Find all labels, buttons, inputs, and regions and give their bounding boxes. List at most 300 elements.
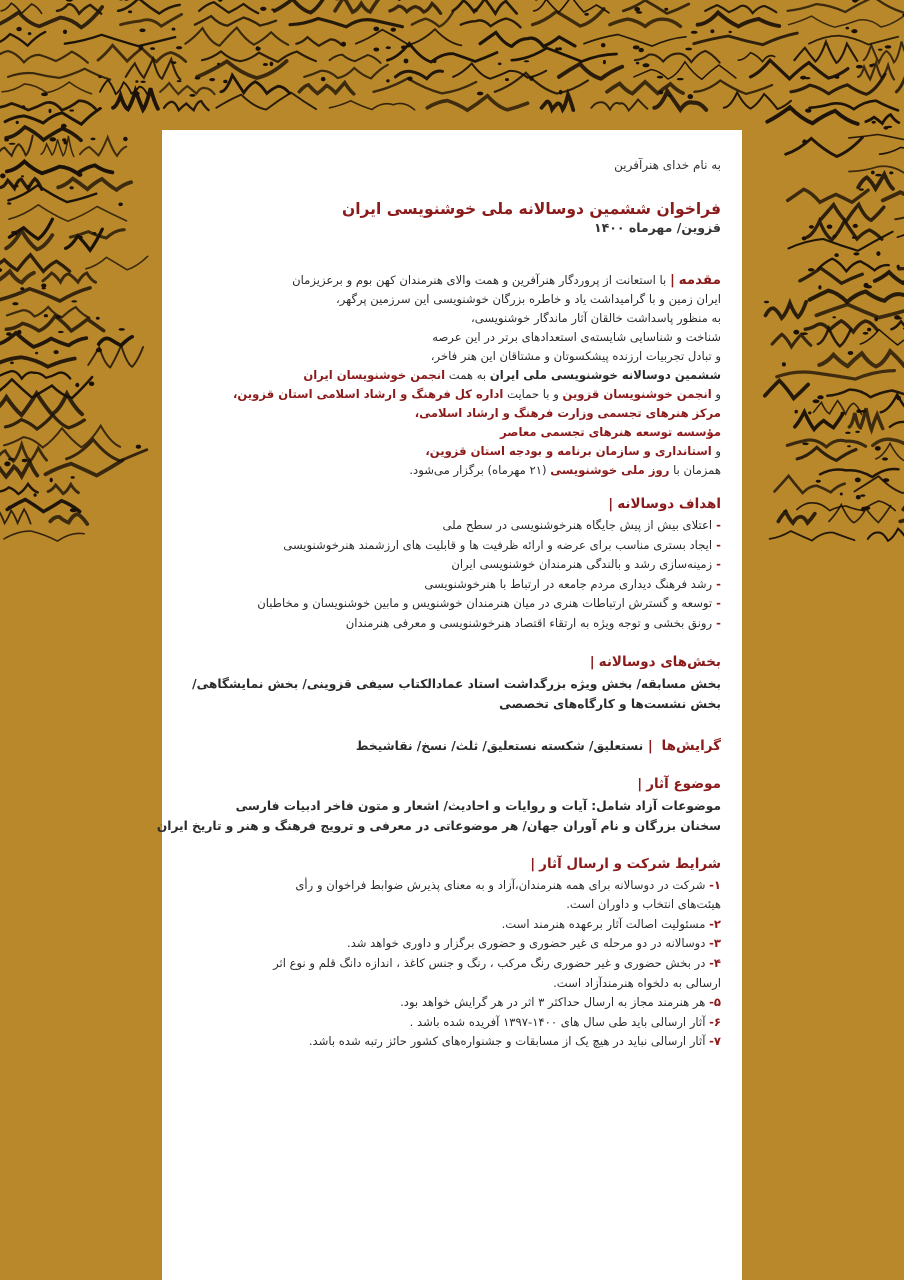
intro-highlight: روز ملی خوشنویسی (550, 463, 670, 477)
goal-item (186, 536, 721, 556)
calligraphy-dot (883, 478, 890, 482)
calligraphy-dot (373, 48, 379, 52)
calligraphy-dot (534, 0, 538, 1)
calligraphy-stroke (777, 371, 895, 380)
styles-row (186, 738, 721, 754)
calligraphy-stroke (202, 51, 316, 62)
condition-item (186, 1032, 721, 1052)
calligraphy-dot (816, 480, 821, 483)
calligraphy-dot (601, 43, 606, 47)
intro-highlight: انجمن خوشنویسان قزوین (562, 387, 712, 401)
calligraphy-stroke (767, 107, 857, 124)
condition-number: ۲- (709, 916, 721, 931)
intro-text: همزمان با (669, 463, 721, 477)
subject-line: سخنان بزرگان و نام آوران جهان/ هر موضوعاتی در معرفی و ترویج فرهنگ و هنر و تاریخ ایران (156, 818, 721, 833)
calligraphy-stroke (765, 381, 808, 399)
calligraphy-dot (872, 121, 876, 124)
intro-highlight: مؤسسه توسعه هنرهای تجسمی معاصر (500, 425, 721, 439)
calligraphy-stroke (591, 100, 647, 111)
calligraphy-dot (195, 77, 201, 80)
calligraphy-stroke (635, 51, 720, 63)
calligraphy-stroke (2, 82, 91, 94)
calligraphy-dot (177, 80, 182, 82)
calligraphy-dot (63, 30, 67, 34)
calligraphy-stroke (542, 94, 574, 110)
calligraphy-stroke (86, 256, 148, 270)
conditions-list (186, 876, 721, 1052)
calligraphy-dot (13, 185, 19, 188)
calligraphy-stroke (895, 213, 904, 222)
calligraphy-stroke (807, 221, 882, 240)
calligraphy-stroke (854, 475, 904, 494)
calligraphy-stroke (5, 415, 84, 429)
calligraphy-dot (41, 93, 48, 97)
intro-highlight: انجمن خوشنویسان ایران (303, 368, 446, 382)
calligraphy-dot (885, 45, 892, 48)
goal-item (186, 516, 721, 536)
calligraphy-dot (98, 76, 102, 79)
calligraphy-dot (92, 232, 96, 235)
calligraphy-dot (558, 47, 562, 50)
calligraphy-dot (217, 63, 220, 66)
calligraphy-dot (840, 493, 843, 496)
calligraphy-stroke (80, 137, 126, 156)
calligraphy-dot (136, 445, 141, 449)
calligraphy-stroke (304, 65, 388, 79)
calligraphy-dot (56, 315, 62, 318)
calligraphy-stroke (427, 96, 527, 110)
calligraphy-dot (391, 28, 396, 32)
calligraphy-dot (373, 27, 379, 32)
goal-item (186, 594, 721, 614)
calligraphy-dot (856, 65, 863, 69)
calligraphy-stroke (816, 304, 904, 317)
condition-item-continued: هیئت‌های انتخاب و داوران است. (566, 897, 721, 912)
calligraphy-dot (897, 317, 902, 319)
calligraphy-stroke (9, 205, 127, 221)
heading-bar: | (530, 855, 536, 872)
calligraphy-stroke (858, 174, 893, 189)
calligraphy-dot (833, 235, 837, 238)
intro-text: و (711, 444, 721, 458)
calligraphy-dot (710, 29, 714, 33)
calligraphy-stroke (866, 115, 899, 124)
calligraphy-dot (58, 331, 64, 333)
calligraphy-stroke (330, 101, 415, 110)
calligraphy-dot (869, 64, 873, 67)
calligraphy-dot (10, 362, 14, 365)
condition-number: ۳- (709, 936, 721, 951)
dash-marker: - (712, 537, 721, 552)
calligraphy-stroke (724, 92, 791, 109)
calligraphy-dot (16, 121, 19, 124)
calligraphy-dot (0, 268, 2, 272)
calligraphy-dot (855, 431, 860, 433)
calligraphy-stroke (797, 501, 895, 511)
calligraphy-dot (386, 46, 391, 49)
calligraphy-stroke (868, 529, 904, 542)
calligraphy-dot (8, 458, 15, 461)
calligraphy-dot (876, 251, 880, 256)
calligraphy-dot (189, 94, 195, 97)
goal-item (186, 575, 721, 595)
conditions-heading (186, 856, 721, 872)
calligraphy-stroke (118, 0, 180, 13)
calligraphy-dot (664, 8, 668, 11)
calligraphy-dot (405, 45, 412, 47)
calligraphy-stroke (0, 271, 34, 282)
calligraphy-dot (867, 328, 871, 332)
calligraphy-dot (853, 224, 858, 228)
dash-marker: - (712, 615, 721, 630)
condition-number: ۵- (709, 995, 721, 1010)
intro-line (186, 442, 721, 461)
calligraphy-dot (555, 47, 558, 52)
intro-text: به همت (445, 368, 490, 382)
calligraphy-dot (897, 265, 900, 269)
calligraphy-stroke (770, 531, 855, 541)
calligraphy-stroke (788, 0, 903, 12)
intro-line (186, 385, 721, 404)
calligraphy-dot (817, 395, 823, 399)
calligraphy-dot (875, 174, 882, 177)
calligraphy-stroke (892, 321, 904, 331)
calligraphy-dot (863, 332, 869, 335)
calligraphy-dot (0, 173, 5, 178)
calligraphy-dot (22, 105, 25, 108)
calligraphy-dot (639, 48, 644, 52)
calligraphy-dot (134, 92, 140, 95)
calligraphy-dot (782, 362, 786, 366)
heading-bar: | (608, 496, 614, 512)
calligraphy-stroke (534, 0, 609, 13)
intro-text: با استعانت از پروردگار هنرآفرین و همت والای هنرمندان کهن بوم و برعزیزمان (292, 273, 667, 287)
calligraphy-dot (896, 396, 901, 400)
calligraphy-dot (861, 507, 865, 512)
calligraphy-dot (386, 79, 389, 82)
calligraphy-dot (853, 252, 859, 255)
calligraphy-stroke (810, 101, 898, 111)
calligraphy-dot (209, 78, 215, 81)
condition-text: آثار ارسالی نباید در هیچ یک از مسابقات و جشنواره‌های کشور حائز رتبه شده باشد. (308, 1034, 706, 1049)
calligraphy-stroke (216, 93, 316, 110)
calligraphy-dot (7, 202, 11, 204)
announcement-content (156, 148, 721, 1052)
calligraphy-stroke (195, 16, 276, 26)
condition-text: شرکت در دوسالانه برای همه هنرمندان،آزاد و به معنای پذیرش ضوابط فراخوان و رأی (295, 877, 706, 892)
calligraphy-stroke (4, 531, 84, 541)
calligraphy-dot (474, 8, 478, 12)
calligraphy-dot (35, 352, 38, 355)
sections-heading (186, 654, 721, 670)
calligraphy-dot (64, 141, 68, 145)
calligraphy-dot (529, 76, 533, 81)
subject-heading-text: موضوع آثار (646, 775, 721, 792)
calligraphy-dot (75, 383, 79, 387)
calligraphy-stroke (461, 19, 521, 28)
calligraphy-stroke (787, 440, 865, 447)
calligraphy-dot (832, 316, 836, 318)
calligraphy-stroke (775, 476, 845, 493)
calligraphy-stroke (412, 12, 453, 26)
calligraphy-dot (856, 495, 861, 499)
calligraphy-dot (9, 143, 16, 145)
calligraphy-dot (764, 301, 769, 303)
calligraphy-stroke (875, 272, 904, 283)
calligraphy-dot (584, 13, 589, 16)
condition-number: ۱- (709, 877, 721, 892)
calligraphy-dot (70, 186, 74, 189)
calligraphy-stroke (512, 48, 617, 62)
calligraphy-stroke (335, 0, 379, 12)
goal-text: ایجاد بستری مناسب برای عرضه و ارائه ظرفیت ها و قابلیت های ارزشمند هنرخوشنویسی (283, 537, 713, 552)
calligraphy-stroke (610, 19, 681, 26)
calligraphy-dot (874, 317, 878, 322)
goal-item (186, 555, 721, 575)
calligraphy-dot (70, 508, 77, 512)
calligraphy-dot (818, 285, 821, 289)
calligraphy-dot (801, 332, 808, 335)
calligraphy-dot (21, 175, 24, 177)
calligraphy-stroke (7, 307, 90, 318)
intro-line (186, 271, 721, 290)
calligraphy-dot (802, 139, 806, 144)
calligraphy-dot (886, 126, 892, 128)
calligraphy-dot (795, 410, 798, 414)
calligraphy-stroke (751, 60, 848, 79)
calligraphy-dot (50, 137, 57, 141)
calligraphy-dot (27, 185, 31, 189)
calligraphy-dot (835, 75, 840, 78)
goals-list (186, 516, 721, 634)
calligraphy-stroke (858, 63, 894, 80)
calligraphy-stroke (48, 484, 78, 493)
intro-highlight: استانداری و سازمان برنامه و بودجه استان قزوین، (425, 444, 712, 458)
sections-line: بخش نشست‌ها و کارگاه‌های تخصصی (499, 696, 721, 711)
calligraphy-stroke (890, 415, 904, 430)
calligraphy-dot (636, 62, 639, 65)
goal-text: رشد فرهنگ دیداری مردم جامعه در ارتباط با هنرخوشنویسی (424, 576, 713, 591)
heading-bar: | (637, 775, 643, 792)
calligraphy-dot (729, 31, 732, 33)
conditions-heading-text: شرایط شرکت و ارسال آثار (539, 855, 721, 872)
calligraphy-stroke (296, 37, 341, 46)
calligraphy-stroke (46, 460, 123, 475)
calligraphy-dot (809, 225, 814, 229)
condition-number: ۶- (709, 1014, 721, 1029)
calligraphy-stroke (772, 334, 811, 347)
calligraphy-stroke (7, 162, 113, 174)
calligraphy-stroke (698, 13, 780, 27)
calligraphy-stroke (88, 345, 143, 367)
dash-marker: - (712, 576, 721, 591)
calligraphy-stroke (880, 147, 904, 156)
basmala: به نام خدای هنرآفرین (614, 158, 721, 172)
calligraphy-dot (848, 351, 854, 355)
intro-text: و (711, 387, 721, 401)
sections-heading-text: بخش‌های دوسالانه (598, 653, 721, 670)
calligraphy-dot (41, 284, 46, 288)
intro-heading: مقدمه (678, 272, 721, 288)
calligraphy-stroke (897, 227, 904, 239)
intro-line: ایران زمین و با گرامیداشت یاد و خاطره بزرگان خوشنویسی این سرزمین پرگهر، (336, 292, 721, 306)
intro-line (186, 423, 721, 442)
calligraphy-dot (677, 78, 684, 80)
calligraphy-stroke (778, 512, 815, 523)
calligraphy-stroke (634, 62, 736, 80)
intro-text: و با حمایت (503, 387, 563, 401)
calligraphy-dot (6, 332, 12, 336)
calligraphy-dot (845, 432, 851, 434)
calligraphy-dot (477, 92, 483, 96)
calligraphy-dot (321, 77, 326, 81)
calligraphy-stroke (809, 36, 898, 45)
calligraphy-dot (4, 138, 9, 141)
calligraphy-stroke (818, 328, 851, 346)
calligraphy-dot (657, 76, 663, 79)
calligraphy-dot (54, 350, 59, 354)
calligraphy-dot (808, 411, 811, 414)
calligraphy-dot (691, 31, 698, 34)
calligraphy-dot (859, 188, 864, 190)
calligraphy-stroke (876, 443, 904, 461)
goals-heading-text: اهداف دوسالانه (617, 496, 721, 512)
calligraphy-dot (271, 9, 275, 11)
heading-bar: | (589, 653, 595, 670)
goal-item (186, 614, 721, 634)
calligraphy-dot (91, 138, 96, 141)
calligraphy-dot (71, 300, 77, 302)
calligraphy-dot (218, 0, 223, 2)
calligraphy-stroke (820, 469, 898, 477)
calligraphy-stroke (0, 377, 92, 398)
calligraphy-dot (685, 48, 692, 51)
calligraphy-dot (11, 231, 15, 234)
calligraphy-dot (77, 173, 82, 177)
calligraphy-dot (433, 59, 437, 63)
calligraphy-dot (802, 236, 807, 240)
calligraphy-stroke (8, 69, 110, 80)
page-subtitle: قزوین/ مهرماه ۱۴۰۰ (593, 220, 721, 235)
styles-list: نستعلیق/ شکسته نستعلیق/ ثلث/ نسخ/ نقاشیخط (355, 738, 644, 753)
intro-text: (۲۱ مهرماه) برگزار می‌شود. (409, 463, 551, 477)
calligraphy-dot (124, 0, 129, 1)
calligraphy-stroke (896, 73, 904, 93)
calligraphy-stroke (390, 4, 441, 14)
calligraphy-dot (407, 77, 412, 81)
calligraphy-stroke (805, 321, 877, 332)
calligraphy-stroke (849, 134, 904, 140)
calligraphy-stroke (43, 273, 96, 282)
goal-text: توسعه و گسترش ارتباطات هنری در میان هنرمندان خوشنویس و مابین خوشنویسان و مخاطبان (257, 596, 713, 611)
calligraphy-dot (341, 42, 346, 47)
calligraphy-stroke (0, 484, 38, 494)
calligraphy-dot (260, 7, 266, 11)
goal-text: اعتلای بیش از پیش جایگاه هنرخوشنویسی در سطح ملی (442, 518, 713, 532)
calligraphy-dot (17, 330, 21, 335)
intro-bold: ششمین دوسالانه خوشنویسی ملی ایران (489, 368, 721, 382)
calligraphy-dot (96, 348, 102, 352)
sections-line: بخش مسابقه/ بخش ویژه بزرگداشت استاد عمادالکتاب سیفی قزوینی/ بخش نمایشگاهی/ (192, 676, 721, 691)
calligraphy-dot (128, 10, 132, 13)
calligraphy-stroke (0, 288, 90, 301)
dash-marker: - (712, 518, 721, 532)
calligraphy-stroke (849, 163, 904, 174)
condition-text: هر هنرمند مجاز به ارسال حداکثر ۳ اثر در هر گرایش خواهد بود. (400, 995, 706, 1010)
calligraphy-stroke (453, 0, 517, 14)
calligraphy-stroke (480, 33, 575, 47)
calligraphy-dot (603, 60, 606, 64)
calligraphy-stroke (121, 14, 182, 26)
calligraphy-stroke (6, 127, 81, 140)
calligraphy-dot (505, 78, 509, 81)
calligraphy-dot (643, 63, 650, 67)
calligraphy-dot (66, 0, 73, 2)
calligraphy-dot (524, 60, 530, 62)
calligraphy-dot (4, 461, 10, 466)
condition-item (186, 993, 721, 1013)
intro-line: شناخت و شناسایی شایسته‌ی استعدادهای برتر در این عرصه (432, 330, 721, 344)
intro-line: و تبادل تجربیات ارزنده پیشکسوتان و مشتاقان این هنر فاخر، (430, 349, 721, 363)
calligraphy-dot (793, 330, 799, 335)
calligraphy-stroke (786, 138, 863, 157)
calligraphy-dot (34, 493, 37, 497)
condition-number: ۴- (709, 955, 721, 970)
calligraphy-dot (658, 90, 663, 94)
condition-item (186, 915, 721, 935)
calligraphy-dot (634, 7, 640, 12)
calligraphy-dot (875, 446, 881, 451)
calligraphy-dot (404, 59, 409, 64)
calligraphy-stroke (0, 371, 70, 378)
calligraphy-stroke (99, 337, 133, 346)
calligraphy-stroke (766, 302, 807, 318)
calligraphy-dot (71, 476, 75, 479)
calligraphy-stroke (0, 509, 31, 523)
calligraphy-stroke (0, 51, 88, 63)
calligraphy-dot (135, 80, 138, 83)
calligraphy-dot (22, 459, 28, 463)
calligraphy-dot (855, 478, 861, 483)
heading-bar: | (647, 737, 653, 754)
calligraphy-stroke (584, 35, 686, 47)
calligraphy-dot (119, 328, 125, 331)
calligraphy-stroke (814, 401, 862, 415)
calligraphy-dot (223, 80, 227, 84)
calligraphy-dot (61, 126, 66, 130)
calligraphy-dot (69, 109, 74, 111)
calligraphy-dot (123, 137, 128, 141)
calligraphy-dot (633, 45, 640, 49)
calligraphy-stroke (821, 205, 884, 222)
calligraphy-stroke (57, 4, 101, 14)
calligraphy-stroke (290, 19, 402, 27)
calligraphy-dot (847, 445, 851, 447)
calligraphy-dot (96, 317, 100, 320)
condition-item (186, 934, 721, 954)
subject-line: موضوعات آزاد شامل: آیات و روایات و احادیث/ اشعار و متون فاخر ادبیات فارسی (235, 798, 721, 813)
condition-item (186, 954, 721, 974)
intro-section (186, 271, 721, 480)
calligraphy-stroke (0, 333, 86, 347)
subject-heading (186, 776, 721, 792)
calligraphy-dot (28, 32, 32, 35)
calligraphy-stroke (495, 73, 588, 94)
calligraphy-stroke (0, 7, 102, 27)
calligraphy-stroke (795, 412, 843, 430)
calligraphy-stroke (860, 330, 904, 345)
calligraphy-dot (808, 268, 814, 271)
